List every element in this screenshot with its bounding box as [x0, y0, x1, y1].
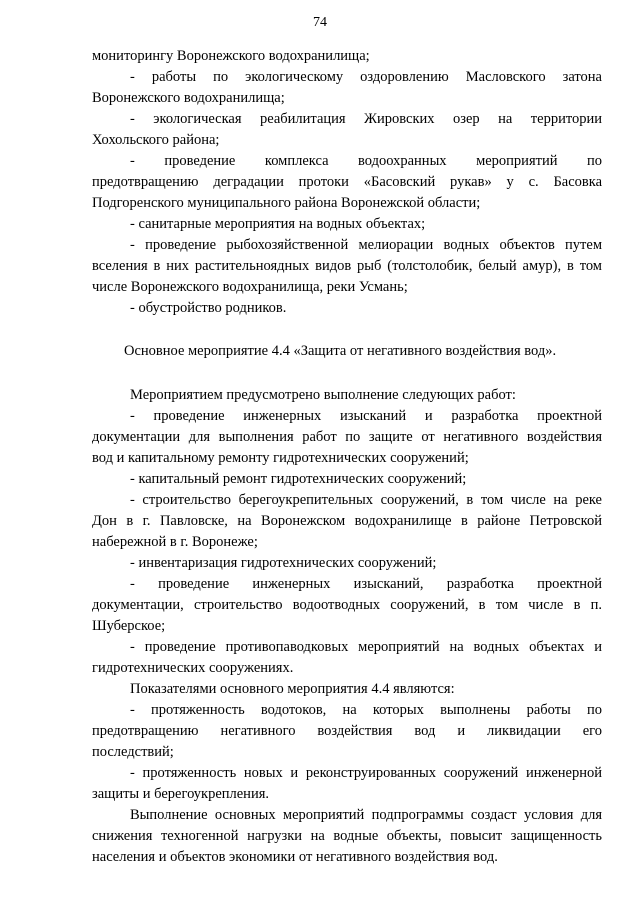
list-item-line: - строительство берегоукрепительных сооружений, в том числе на реке — [130, 492, 602, 508]
text-line: последствий; — [92, 744, 174, 760]
list-item-line: - протяженность водотоков, на которых выполнены работы по — [130, 702, 602, 718]
document-body — [92, 46, 602, 868]
text-line: снижения техногенной нагрузки на водные объекты, повысит защищенность — [92, 828, 602, 844]
list-item-line: - санитарные мероприятия на водных объектах; — [130, 216, 426, 232]
list-item-line: - проведение рыбохозяйственной мелиорации водных объектов путем — [130, 237, 602, 253]
text-line: Выполнение основных мероприятий подпрограммы создаст условия для — [130, 807, 602, 823]
text-line: документации, строительство водоотводных сооружений, в том числе в п. — [92, 597, 602, 613]
text-line: Дон в г. Павловске, на Воронежском водохранилище в районе Петровской — [92, 513, 602, 529]
text-line: Хохольского района; — [92, 132, 220, 148]
text-line: предотвращению деградации протоки «Басовский рукав» у с. Басовка — [92, 174, 602, 190]
text-line: гидротехнических сооружениях. — [92, 660, 294, 676]
paragraph-gap — [92, 362, 602, 385]
text-line: населения и объектов экономики от негативного воздействия вод. — [92, 849, 498, 865]
text-line: вод и капитальному ремонту гидротехнических сооружений; — [92, 450, 469, 466]
text-line: Подгоренского муниципального района Воронежской области; — [92, 195, 481, 211]
list-item-line: - инвентаризация гидротехнических сооружений; — [130, 555, 437, 571]
text-line: числе Воронежского водохранилища, реки Усмань; — [92, 279, 408, 295]
list-item-line: - проведение комплекса водоохранных мероприятий по — [130, 153, 602, 169]
text-line: Показателями основного мероприятия 4.4 являются: — [130, 681, 455, 697]
list-item-line: - проведение инженерных изысканий и разработка проектной — [130, 408, 602, 424]
list-item-line: - работы по экологическому оздоровлению Масловского затона — [130, 69, 602, 85]
list-item-line: - протяженность новых и реконструированных сооружений инженерной — [130, 765, 602, 781]
page-number: 74 — [313, 15, 327, 30]
text-line: документации для выполнения работ по защите от негативного воздействия — [92, 429, 602, 445]
list-item-line: - проведение инженерных изысканий, разработка проектной — [130, 576, 602, 592]
text-line: предотвращению негативного воздействия вод и ликвидации его — [92, 723, 602, 739]
text-line: мониторингу Воронежского водохранилища; — [92, 48, 370, 64]
list-item-line: - обустройство родников. — [130, 300, 287, 316]
text-line: Воронежского водохранилища; — [92, 90, 285, 106]
text-line: Шуберское; — [92, 618, 166, 634]
list-item-line: - экологическая реабилитация Жировских озер на территории — [130, 111, 602, 127]
text-line: защиты и берегоукрепления. — [92, 786, 269, 802]
list-item-line: - капитальный ремонт гидротехнических сооружений; — [130, 471, 467, 487]
list-item-line: - проведение противопаводковых мероприятий на водных объектах и — [130, 639, 602, 655]
text-line: Мероприятием предусмотрено выполнение следующих работ: — [130, 387, 516, 403]
paragraph-gap — [92, 319, 602, 341]
section-heading: Основное мероприятие 4.4 «Защита от негативного воздействия вод». — [124, 343, 557, 359]
text-line: набережной в г. Воронеже; — [92, 534, 258, 550]
text-line: вселения в них растительноядных видов рыб (толстолобик, белый амур), в том — [92, 258, 602, 274]
